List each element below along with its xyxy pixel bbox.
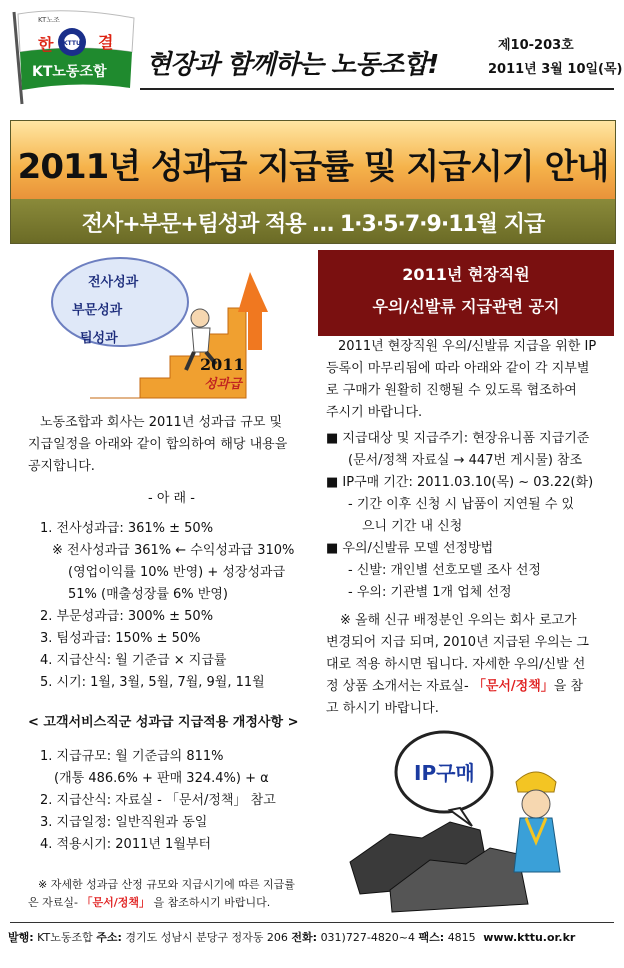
address: 경기도 성남시 분당구 정자동 206 [125,931,288,944]
right-intro-line: 등록이 마무리됨에 따라 아래와 같이 각 지부별 [326,361,590,376]
list-item: ■ IP구매 기간: 2011.03.10(목) ~ 03.22(화) [326,475,594,490]
docs-policy-link[interactable]: 「문서/정책」 [81,896,150,909]
performance-bonus-illustration [50,252,290,400]
list-item: 3. 팀성과급: 150% ± 50% [40,631,201,646]
right-note [326,610,616,720]
right-intro-line: 로 구매가 원활히 진행될 수 있도록 협조하여 [326,383,577,398]
left-intro-line: 공지합니다. [28,459,95,474]
note-line: 대로 적용 하시면 됩니다. 자세한 우의/신발 선 [326,657,586,672]
list-item: 2. 부문성과급: 300% ± 50% [40,609,214,624]
note-line: 변경되어 지급 되며, 2010년 지급된 우의는 그 [326,635,589,650]
right-intro-line: 주시기 바랍니다. [326,405,423,420]
list-item: - 기간 이후 신청 시 납품이 지연될 수 있 [348,497,575,512]
footnote-line: ※ 자세한 성과급 산정 규모와 지급시기에 따른 지급률 [38,878,295,891]
note-line: 고 하시기 바랍니다. [326,701,439,716]
list-item: - 우의: 기관별 1개 업체 선정 [348,585,512,600]
worker-boots-illustration [340,722,610,918]
note-line: ※ 올해 신규 배정분인 우의는 회사 로고가 [340,613,577,628]
list-item: 51% (매출성장률 6% 반영) [68,587,228,602]
page-title: 2011년 성과급 지급률 및 지급시기 안내 [17,147,609,187]
fax: 4815 [447,931,476,944]
list-item: 5. 시기: 1월, 3월, 5월, 7월, 9월, 11월 [40,675,265,690]
list-item: 3. 지급일정: 일반직원과 동일 [40,815,208,830]
note-line-text: 정 상품 소개서는 자료실- [326,679,473,694]
footer-divider [10,922,614,923]
left-intro-line: 노동조합과 회사는 2011년 성과급 규모 및 [40,415,283,430]
union-flag-logo [8,8,140,106]
notice-title-line1: 2011년 현장직원 [402,265,530,284]
publisher-label: 발행: [8,931,34,944]
flag-top-text: KT노조 [38,16,60,24]
list-item: ※ 전사성과급 361% ← 수익성과급 310% [52,543,295,558]
list-item: 4. 지급산식: 월 기준급 × 지급률 [40,653,227,668]
illus-label-team: 팀성과 [80,331,118,346]
left-footnote [28,876,318,912]
list-item: ■ 우의/신발류 모델 선정방법 [326,541,494,556]
illus-label-division: 부문성과 [72,303,123,318]
note-line [326,676,616,698]
left-intro-line: 지급일정을 아래와 같이 합의하여 해당 내용을 [28,437,288,452]
list-item: 1. 지급규모: 월 기준급의 811% [40,749,224,764]
cs-section-title: < 고객서비스직군 성과급 지급적용 개정사항 > [28,715,299,730]
list-item: (영업이익률 10% 반영) + 성장성과급 [68,565,286,580]
phone-label: 전화: [291,931,318,944]
left-item-list [28,488,312,694]
slogan: 현장과 함께하는 노동조합! [146,50,439,80]
notice-title-line2: 우의/신발류 지급관련 공지 [372,297,560,316]
page-subtitle: 전사+부문+팀성과 적용 … 1·3·5·7·9·11월 지급 [81,212,545,237]
website-link[interactable]: www.kttu.or.kr [483,931,576,944]
issue-number: 제10-203호 [498,38,574,53]
notice-header-box [318,250,614,336]
list-item: 4. 적용시기: 2011년 1월부터 [40,837,211,852]
issue-date: 2011년 3월 10일(목) [488,62,623,77]
flag-char-right: 결 [98,33,114,52]
right-intro [326,336,616,424]
ip-purchase-bubble: IP구매 [414,761,475,785]
note-line-tail: 을 참 [553,679,584,694]
docs-policy-link[interactable]: 「문서/정책」 [472,679,554,694]
list-item: 으니 기간 내 신청 [362,519,463,534]
illus-label-company: 전사성과 [88,275,139,290]
list-item: ■ 지급대상 및 지급주기: 현장유니폼 지급기준 [326,431,590,446]
footer [8,929,618,945]
list-item: - 신발: 개인별 선호모델 조사 선정 [348,563,541,578]
list-item: (문서/정책 자료실 → 447번 게시물) 참조 [348,453,583,468]
illus-year: 2011 [200,355,245,374]
cs-item-list [28,746,312,856]
illus-caption: 성과급 [204,377,242,392]
subtitle-bar [11,199,615,243]
publisher: KT노동조합 [37,931,93,944]
right-intro-line: 2011년 현장직원 우의/신발류 지급을 위한 IP [338,339,597,354]
flag-banner: KT노동조합 [32,64,107,80]
below-heading: - 아 래 - [148,491,195,506]
header-divider [140,88,614,90]
footnote-post: 을 참조하시기 바랍니다. [150,896,271,909]
list-item: 1. 전사성과급: 361% ± 50% [40,521,214,536]
footnote-line [28,894,318,912]
address-label: 주소: [96,931,122,944]
list-item: (개통 486.6% + 판매 324.4%) + α [54,771,269,786]
fax-label: 팩스: [418,931,445,944]
footnote-pre: 은 자료실- [28,896,82,909]
right-item-list [326,428,616,604]
list-item: 2. 지급산식: 자료실 - 「문서/정책」 참고 [40,793,276,808]
flag-badge: KTTU [63,40,81,47]
left-intro [28,412,312,478]
title-band [10,120,616,244]
flag-char-left: 한 [38,35,54,54]
phone: 031)727-4820~4 [320,931,416,944]
